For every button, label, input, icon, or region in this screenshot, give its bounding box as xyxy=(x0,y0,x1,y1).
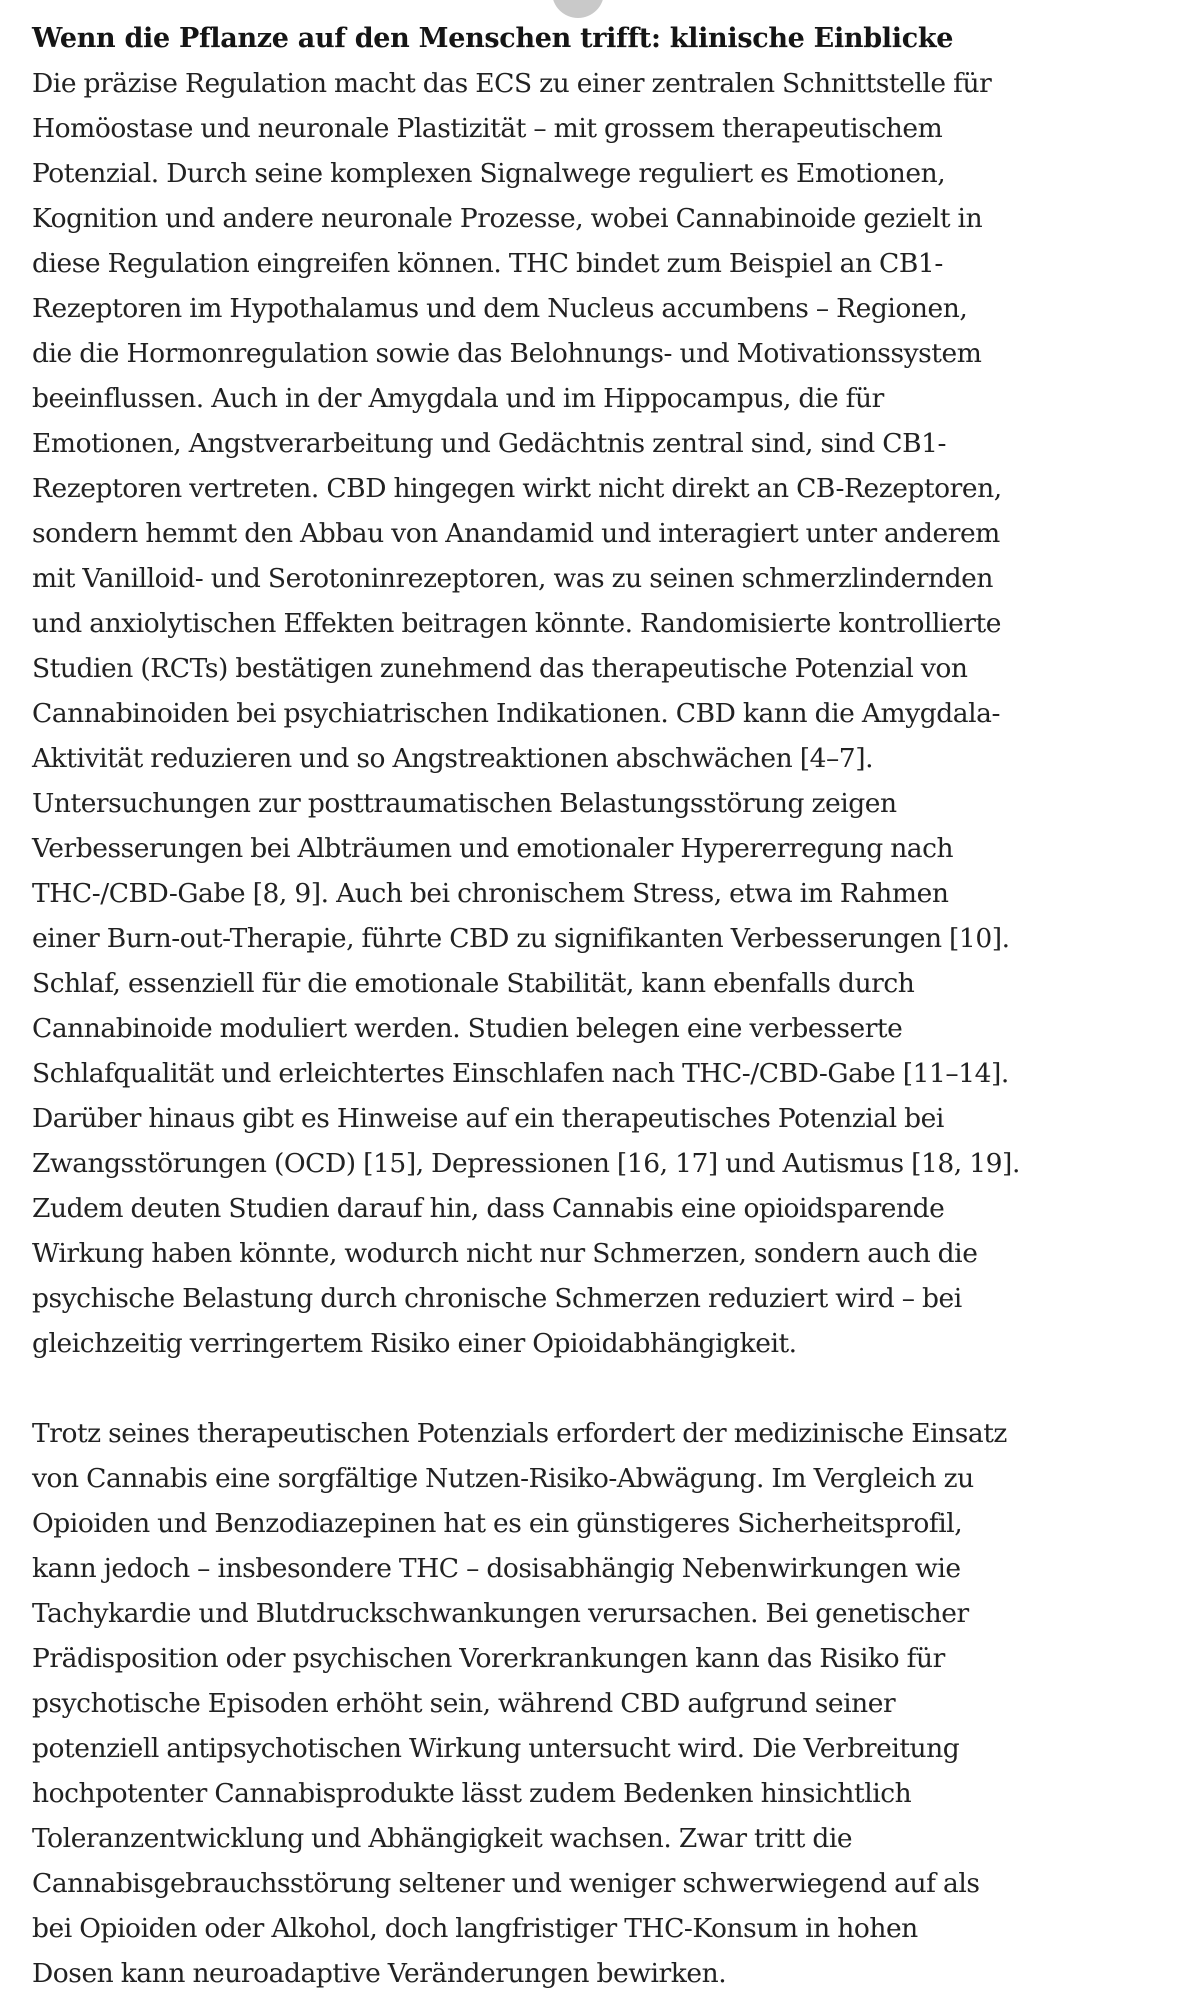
text-line: Kognition und andere neuronale Prozesse, wobei Cannabinoide gezielt in xyxy=(32,203,983,234)
text-line: mit Vanilloid- und Serotoninrezeptoren, was zu seinen schmerzlindernden xyxy=(32,563,994,594)
text-line: Zwangsstörungen (OCD) [15], Depressionen [16, 17] und Autismus [18, 19]. xyxy=(32,1148,1020,1179)
text-line: Prädisposition oder psychischen Vorerkrankungen kann das Risiko für xyxy=(32,1643,945,1674)
text-line: Opioiden und Benzodiazepinen hat es ein günstigeres Sicherheitsprofil, xyxy=(32,1508,963,1539)
text-line: Zudem deuten Studien darauf hin, dass Cannabis eine opioidsparende xyxy=(32,1193,945,1224)
text-line: Potenzial. Durch seine komplexen Signalwege reguliert es Emotionen, xyxy=(32,158,946,189)
text-line: Rezeptoren im Hypothalamus und dem Nucleus accumbens – Regionen, xyxy=(32,293,968,324)
text-line: Darüber hinaus gibt es Hinweise auf ein therapeutisches Potenzial bei xyxy=(32,1103,944,1134)
text-line: gleichzeitig verringertem Risiko einer Opioidabhängigkeit. xyxy=(32,1328,797,1359)
text-line: hochpotenter Cannabisprodukte lässt zudem Bedenken hinsichtlich xyxy=(32,1778,912,1809)
text-line: diese Regulation eingreifen können. THC bindet zum Beispiel an CB1- xyxy=(32,248,943,279)
text-line: Rezeptoren vertreten. CBD hingegen wirkt nicht direkt an CB-Rezeptoren, xyxy=(32,473,1002,504)
text-line: Aktivität reduzieren und so Angstreaktionen abschwächen [4–7]. xyxy=(32,743,874,774)
text-line: Schlafqualität und erleichtertes Einschlafen nach THC-/CBD-Gabe [11–14]. xyxy=(32,1058,1009,1089)
text-line: und anxiolytischen Effekten beitragen könnte. Randomisierte kontrollierte xyxy=(32,608,1001,639)
text-line: Untersuchungen zur posttraumatischen Belastungsstörung zeigen xyxy=(32,788,897,819)
text-line: Cannabisgebrauchsstörung seltener und weniger schwerwiegend auf als xyxy=(32,1868,980,1899)
text-line: Cannabinoiden bei psychiatrischen Indikationen. CBD kann die Amygdala- xyxy=(32,698,1000,729)
text-line: Die präzise Regulation macht das ECS zu einer zentralen Schnittstelle für xyxy=(32,68,992,99)
text-line: sondern hemmt den Abbau von Anandamid und interagiert unter anderem xyxy=(32,518,1000,549)
text-line: einer Burn-out-Therapie, führte CBD zu signifikanten Verbesserungen [10]. xyxy=(32,923,1010,954)
text-line: von Cannabis eine sorgfältige Nutzen-Risiko-Abwägung. Im Vergleich zu xyxy=(32,1463,974,1494)
text-line: Cannabinoide moduliert werden. Studien belegen eine verbesserte xyxy=(32,1013,903,1044)
paragraph-spacer xyxy=(32,1366,1112,1411)
text-line: bei Opioiden oder Alkohol, doch langfristiger THC-Konsum in hohen xyxy=(32,1913,918,1944)
text-line: beeinflussen. Auch in der Amygdala und im Hippocampus, die für xyxy=(32,383,884,414)
text-line: psychotische Episoden erhöht sein, während CBD aufgrund seiner xyxy=(32,1688,896,1719)
section-heading: Wenn die Pflanze auf den Menschen trifft: klinische Einblicke xyxy=(32,23,954,54)
paragraph-2 xyxy=(32,1411,1112,1996)
text-line: Emotionen, Angstverarbeitung und Gedächtnis zentral sind, sind CB1- xyxy=(32,428,947,459)
text-line: Toleranzentwicklung und Abhängigkeit wachsen. Zwar tritt die xyxy=(32,1823,853,1854)
text-line: Tachykardie und Blutdruckschwankungen verursachen. Bei genetischer xyxy=(32,1598,969,1629)
text-line: die die Hormonregulation sowie das Belohnungs- und Motivationssystem xyxy=(32,338,982,369)
paragraph-1 xyxy=(32,61,1112,1366)
text-line: Studien (RCTs) bestätigen zunehmend das therapeutische Potenzial von xyxy=(32,653,968,684)
text-line: potenziell antipsychotischen Wirkung untersucht wird. Die Verbreitung xyxy=(32,1733,960,1764)
text-line: Wirkung haben könnte, wodurch nicht nur Schmerzen, sondern auch die xyxy=(32,1238,978,1269)
text-line: THC-/CBD-Gabe [8, 9]. Auch bei chronischem Stress, etwa im Rahmen xyxy=(32,878,949,909)
text-line: Dosen kann neuroadaptive Veränderungen bewirken. xyxy=(32,1958,727,1989)
text-line: kann jedoch – insbesondere THC – dosisabhängig Nebenwirkungen wie xyxy=(32,1553,961,1584)
text-line: Verbesserungen bei Albträumen und emotionaler Hypererregung nach xyxy=(32,833,954,864)
article-body xyxy=(32,16,1112,1996)
text-line: psychische Belastung durch chronische Schmerzen reduziert wird – bei xyxy=(32,1283,962,1314)
text-line: Schlaf, essenziell für die emotionale Stabilität, kann ebenfalls durch xyxy=(32,968,915,999)
text-line: Homöostase und neuronale Plastizität – mit grossem therapeutischem xyxy=(32,113,943,144)
text-line: Trotz seines therapeutischen Potenzials erfordert der medizinische Einsatz xyxy=(32,1418,1007,1449)
